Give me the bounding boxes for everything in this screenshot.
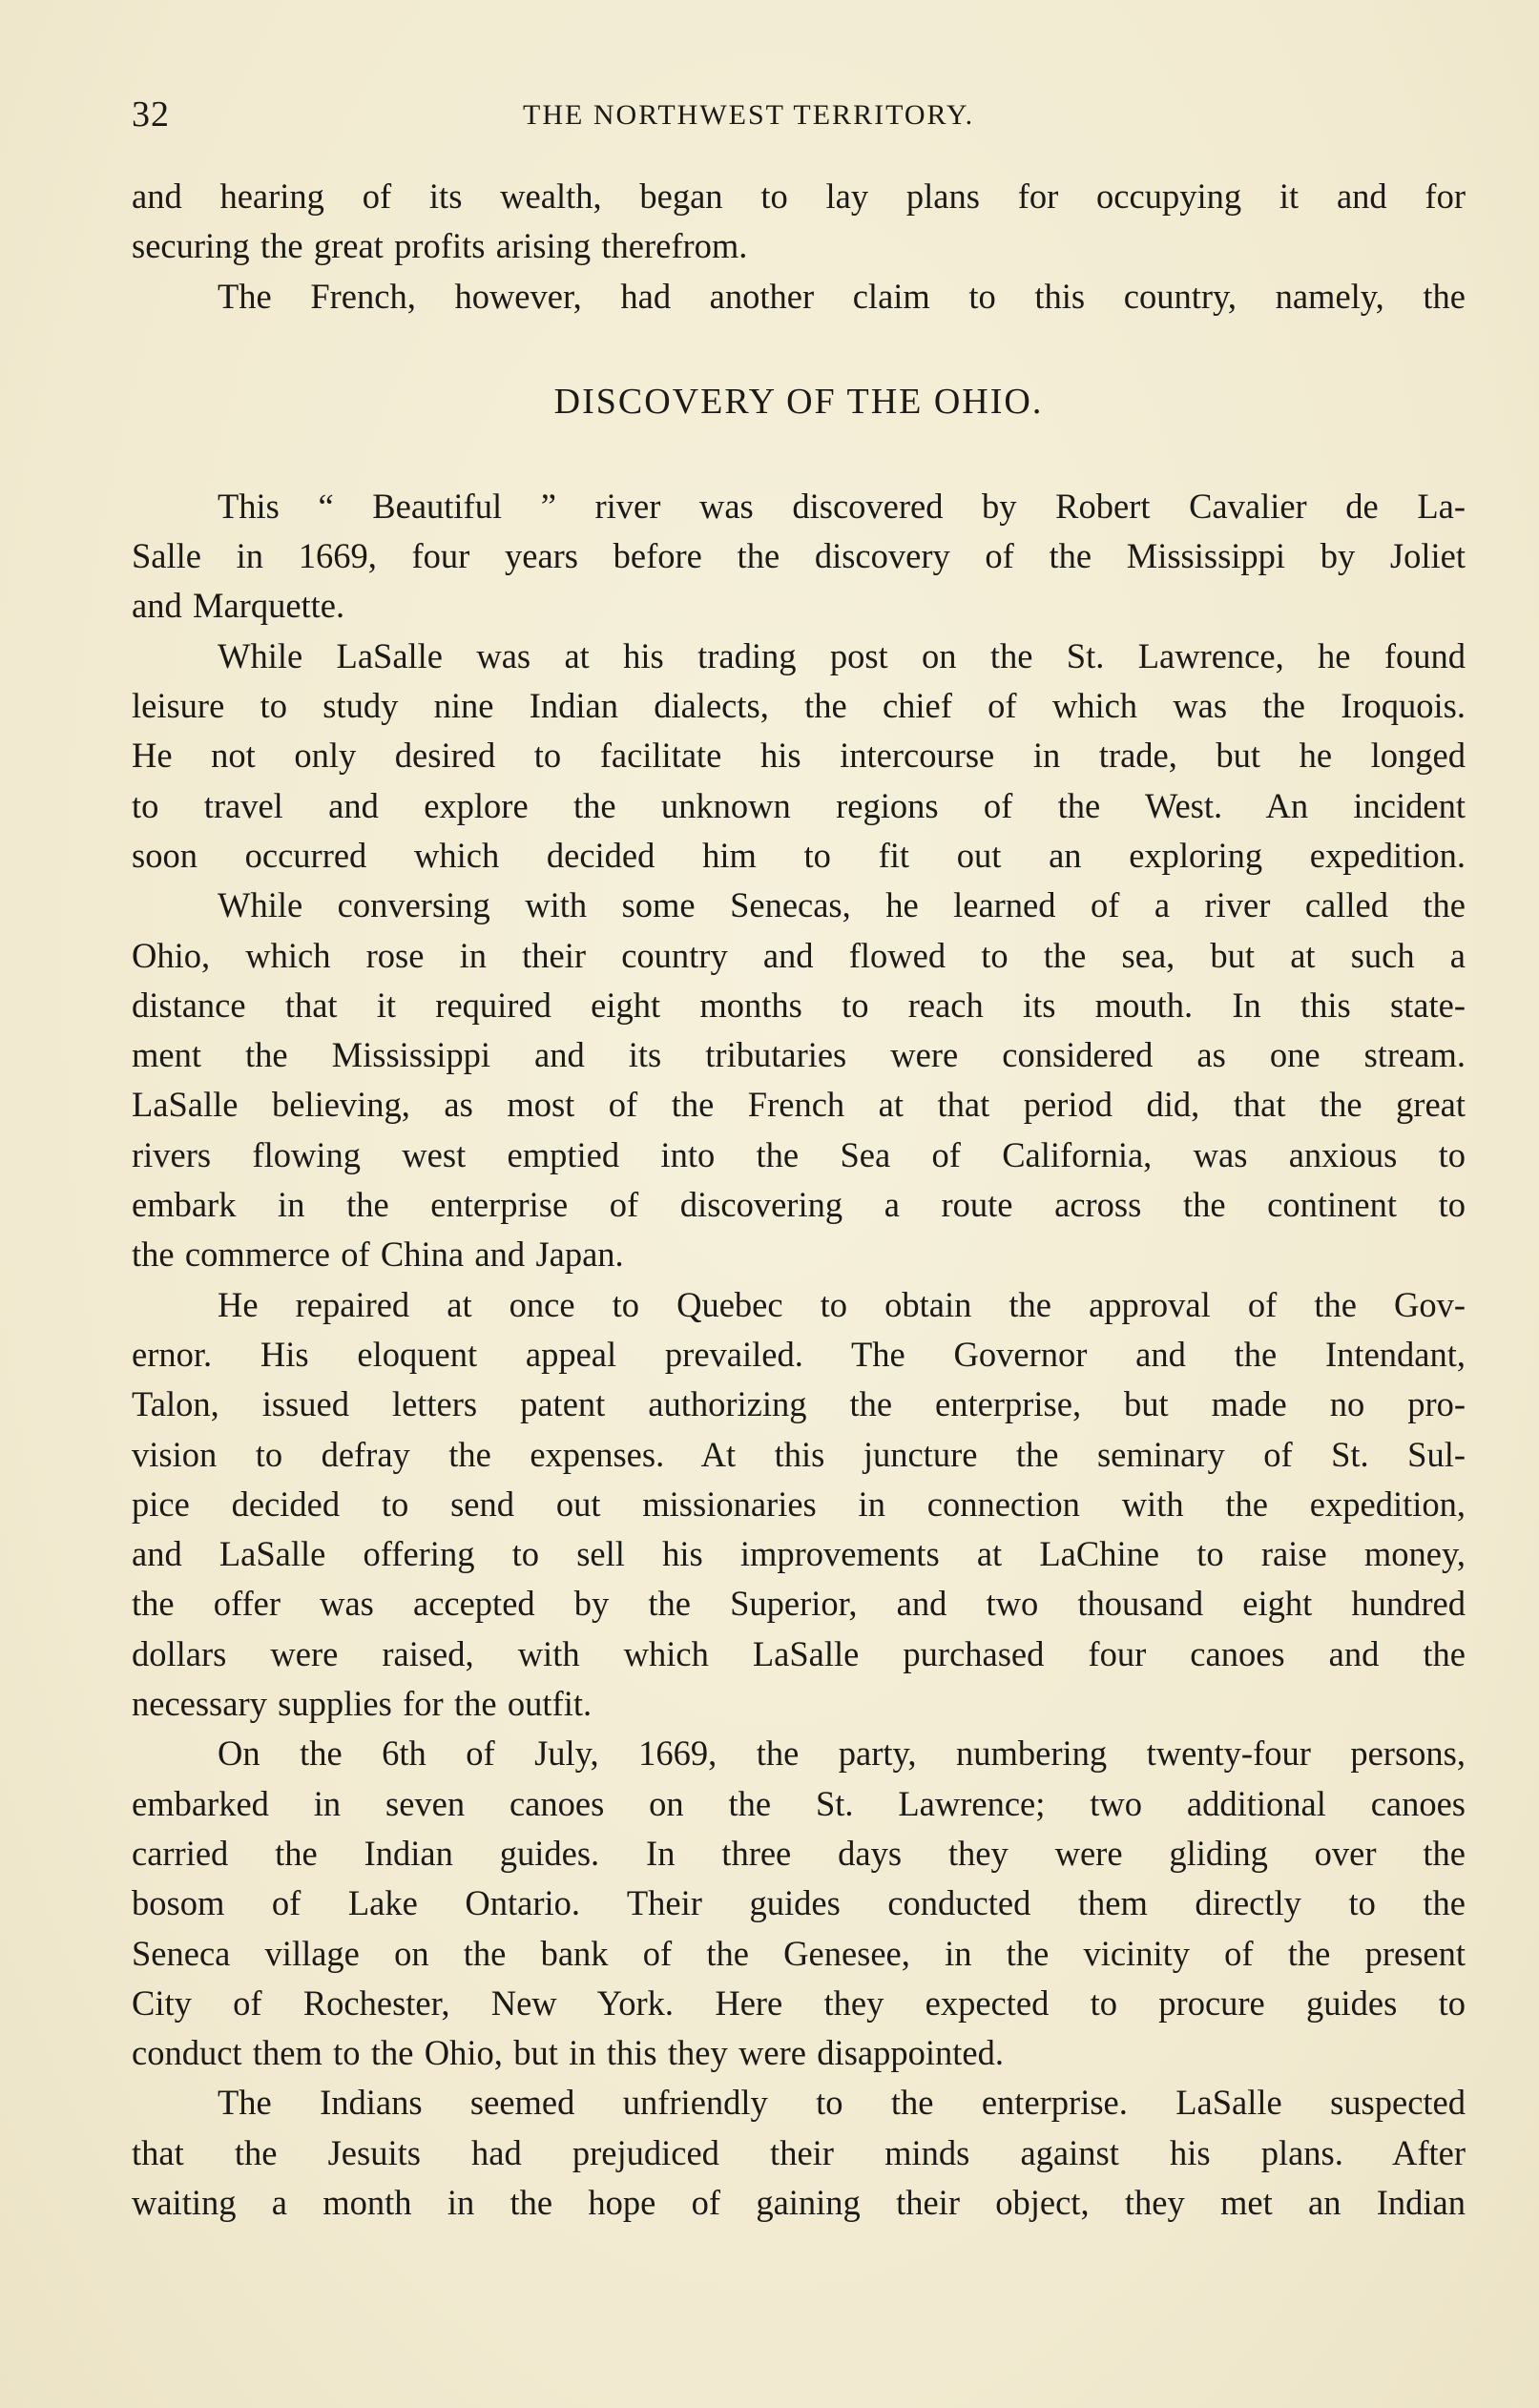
text-line: conduct them to the Ohio, but in this they were disappointed. <box>132 2033 1004 2073</box>
text-line: Talon, issued letters patent authorizing the enterprise, but made no pro- <box>132 1384 1466 1424</box>
text-line: The Indians seemed unfriendly to the enterprise. LaSalle suspected <box>218 2083 1466 2123</box>
text-line: leisure to study nine Indian dialects, the chief of which was the Iroquois. <box>132 686 1466 726</box>
text-line: Seneca village on the bank of the Genesee, in the vicinity of the present <box>132 1933 1466 1973</box>
page-body <box>132 172 1466 2228</box>
text-line: ernor. His eloquent appeal prevailed. The Governor and the Intendant, <box>132 1334 1466 1374</box>
text-line: to travel and explore the unknown regions of the West. An incident <box>132 785 1466 825</box>
text-line: securing the great profits arising therefrom. <box>132 226 748 266</box>
text-line: While conversing with some Senecas, he learned of a river called the <box>218 885 1466 925</box>
text-line: ment the Mississippi and its tributaries were considered as one stream. <box>132 1035 1466 1075</box>
text-line: soon occurred which decided him to fit out an exploring expedition. <box>132 835 1466 875</box>
text-line: bosom of Lake Ontario. Their guides conducted them directly to the <box>132 1883 1466 1923</box>
page-number: 32 <box>132 94 170 135</box>
running-title: THE NORTHWEST TERRITORY. <box>523 99 975 131</box>
text-line: Ohio, which rose in their country and flowed to the sea, but at such a <box>132 935 1466 975</box>
text-line: embarked in seven canoes on the St. Lawrence; two additional canoes <box>132 1783 1466 1823</box>
text-line: This “ Beautiful ” river was discovered by Robert Cavalier de La- <box>218 486 1466 526</box>
text-line: that the Jesuits had prejudiced their minds against his plans. After <box>132 2132 1466 2172</box>
text-line: He repaired at once to Quebec to obtain the approval of the Gov- <box>218 1284 1466 1324</box>
text-line: the offer was accepted by the Superior, and two thousand eight hundred <box>132 1584 1466 1624</box>
text-line: On the 6th of July, 1669, the party, numbering twenty-four persons, <box>218 1733 1466 1774</box>
text-line: City of Rochester, New York. Here they expected to procure guides to <box>132 1982 1466 2023</box>
text-line: embark in the enterprise of discovering a route across the continent to <box>132 1185 1466 1225</box>
text-line: necessary supplies for the outfit. <box>132 1684 593 1724</box>
text-line: the commerce of China and Japan. <box>132 1235 624 1275</box>
text-line: He not only desired to facilitate his intercourse in trade, but he longed <box>132 736 1466 776</box>
text-line: pice decided to send out missionaries in connection with the expedition, <box>132 1484 1466 1524</box>
text-line: vision to defray the expenses. At this juncture the seminary of St. Sul- <box>132 1434 1466 1474</box>
text-line: Salle in 1669, four years before the discovery of the Mississippi by Joliet <box>132 536 1466 576</box>
section-heading: DISCOVERY OF THE OHIO. <box>553 381 1044 422</box>
text-line: LaSalle believing, as most of the French at that period did, that the great <box>132 1085 1466 1125</box>
text-line: waiting a month in the hope of gaining their object, they met an Indian <box>132 2182 1466 2222</box>
page-header <box>132 93 1466 141</box>
text-line: rivers flowing west emptied into the Sea of California, was anxious to <box>132 1134 1466 1174</box>
text-line: and LaSalle offering to sell his improvements at LaChine to raise money, <box>132 1534 1466 1574</box>
text-line: While LaSalle was at his trading post on the St. Lawrence, he found <box>218 635 1466 675</box>
text-line: distance that it required eight months to reach its mouth. In this state- <box>132 985 1466 1025</box>
text-line: carried the Indian guides. In three days they were gliding over the <box>132 1833 1466 1873</box>
text-line: dollars were raised, with which LaSalle purchased four canoes and the <box>132 1633 1466 1673</box>
text-line: and hearing of its wealth, began to lay plans for occupying it and for <box>132 176 1466 216</box>
text-line: and Marquette. <box>132 586 345 626</box>
text-line: The French, however, had another claim to this country, namely, the <box>218 276 1466 316</box>
